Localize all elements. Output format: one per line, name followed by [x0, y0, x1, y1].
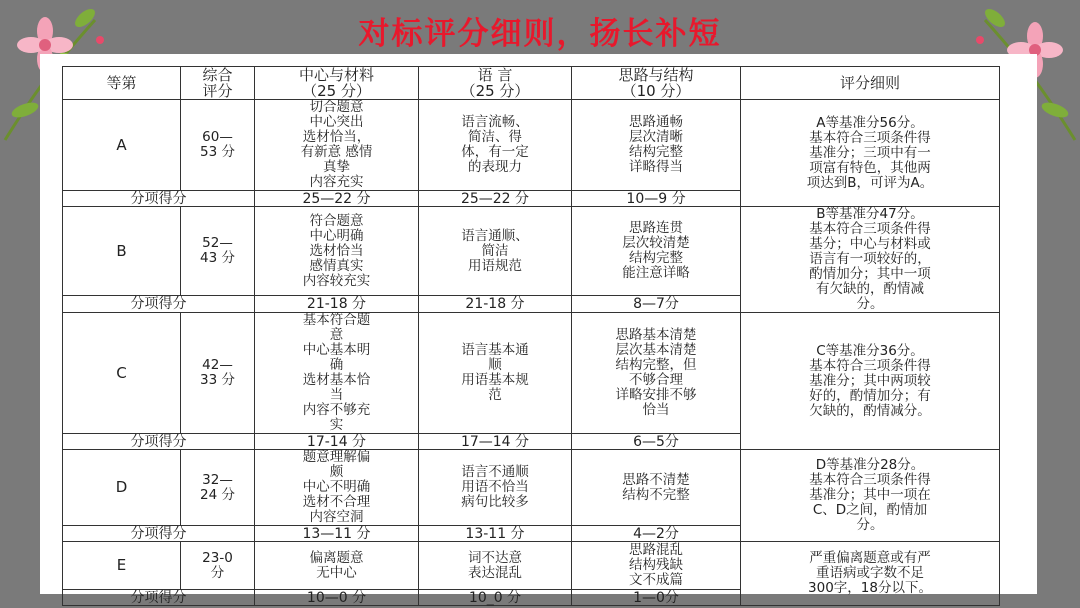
header-rules: 评分细则	[741, 67, 1000, 100]
structure-criteria: 思路基本清楚 层次基本清楚 结构完整，但 不够合理 详略安排不够 恰当	[572, 313, 741, 434]
table-row	[63, 542, 1000, 590]
sub-score-language: 17—14 分	[419, 434, 572, 450]
language-criteria: 语言不通顺 用语不恰当 病句比较多	[419, 450, 572, 526]
table-row	[63, 207, 1000, 296]
composite-score: 23-0 分	[181, 542, 255, 590]
sub-score-language: 21-18 分	[419, 296, 572, 313]
header-language: 语 言 （25 分）	[419, 67, 572, 100]
sub-score-structure: 8—7分	[572, 296, 741, 313]
sub-score-label: 分项得分	[63, 590, 255, 606]
sub-score-structure: 1—0分	[572, 590, 741, 606]
sub-score-center: 13—11 分	[255, 526, 419, 542]
table-row	[63, 313, 1000, 434]
grade-label: C	[63, 313, 181, 434]
composite-score: 60— 53 分	[181, 100, 255, 191]
header-structure: 思路与结构 （10 分）	[572, 67, 741, 100]
scoring-rules: 严重偏离题意或有严 重语病或字数不足 300字，18分以下。	[741, 542, 1000, 606]
scoring-rules: A等基准分56分。 基本符合三项条件得 基准分；三项中有一 项富有特色，其他两 项达到B，可评为A。	[741, 100, 1000, 207]
sub-score-center: 21-18 分	[255, 296, 419, 313]
rubric-table	[62, 66, 1000, 606]
center-material-criteria: 偏离题意 无中心	[255, 542, 419, 590]
table-row	[63, 450, 1000, 526]
language-criteria: 语言流畅、 简洁、得 体，有一定 的表现力	[419, 100, 572, 191]
header-row	[63, 67, 1000, 100]
center-material-criteria: 切合题意 中心突出 选材恰当， 有新意 感情 真挚 内容充实	[255, 100, 419, 191]
composite-score: 52— 43 分	[181, 207, 255, 296]
sub-score-label: 分项得分	[63, 296, 255, 313]
language-criteria: 语言基本通 顺 用语基本规 范	[419, 313, 572, 434]
center-material-criteria: 符合题意 中心明确 选材恰当 感情真实 内容较充实	[255, 207, 419, 296]
table-row	[63, 100, 1000, 191]
sub-score-label: 分项得分	[63, 526, 255, 542]
sub-score-structure: 4—2分	[572, 526, 741, 542]
sub-score-center: 25—22 分	[255, 191, 419, 207]
center-material-criteria: 题意理解偏 颇 中心不明确 选材不合理 内容空洞	[255, 450, 419, 526]
grade-label: B	[63, 207, 181, 296]
sub-score-label: 分项得分	[63, 191, 255, 207]
language-criteria: 词不达意 表达混乱	[419, 542, 572, 590]
structure-criteria: 思路混乱 结构残缺 文不成篇	[572, 542, 741, 590]
page-title: 对标评分细则，扬长补短	[358, 16, 722, 52]
sub-score-language: 25—22 分	[419, 191, 572, 207]
structure-criteria: 思路连贯 层次较清楚 结构完整 能注意详略	[572, 207, 741, 296]
structure-criteria: 思路不清楚 结构不完整	[572, 450, 741, 526]
center-material-criteria: 基本符合题 意 中心基本明 确 选材基本恰 当 内容不够充 实	[255, 313, 419, 434]
sub-score-label: 分项得分	[63, 434, 255, 450]
composite-score: 42— 33 分	[181, 313, 255, 434]
scoring-rules: C等基准分36分。 基本符合三项条件得 基准分；其中两项较 好的，酌情加分；有 欠缺的，酌情减分。	[741, 313, 1000, 450]
header-center: 中心与材料 （25 分）	[255, 67, 419, 100]
language-criteria: 语言通顺、 简洁 用语规范	[419, 207, 572, 296]
grade-label: E	[63, 542, 181, 590]
sub-score-language: 13-11 分	[419, 526, 572, 542]
sub-score-center: 10—0 分	[255, 590, 419, 606]
sub-score-center: 17-14 分	[255, 434, 419, 450]
grade-label: A	[63, 100, 181, 191]
sub-score-structure: 6—5分	[572, 434, 741, 450]
scoring-rules: B等基准分47分。 基本符合三项条件得 基分；中心与材料或 语言有一项较好的， 酌情加分；其中一项 有欠缺的，酌情减 分。	[741, 207, 1000, 313]
composite-score: 32— 24 分	[181, 450, 255, 526]
sub-score-structure: 10—9 分	[572, 191, 741, 207]
grade-label: D	[63, 450, 181, 526]
scoring-rules: D等基准分28分。 基本符合三项条件得 基准分；其中一项在 C、D之间，酌情加 分。	[741, 450, 1000, 542]
header-score: 综合 评分	[181, 67, 255, 100]
header-grade: 等第	[63, 67, 181, 100]
sub-score-language: 10_0 分	[419, 590, 572, 606]
structure-criteria: 思路通畅 层次清晰 结构完整 详略得当	[572, 100, 741, 191]
